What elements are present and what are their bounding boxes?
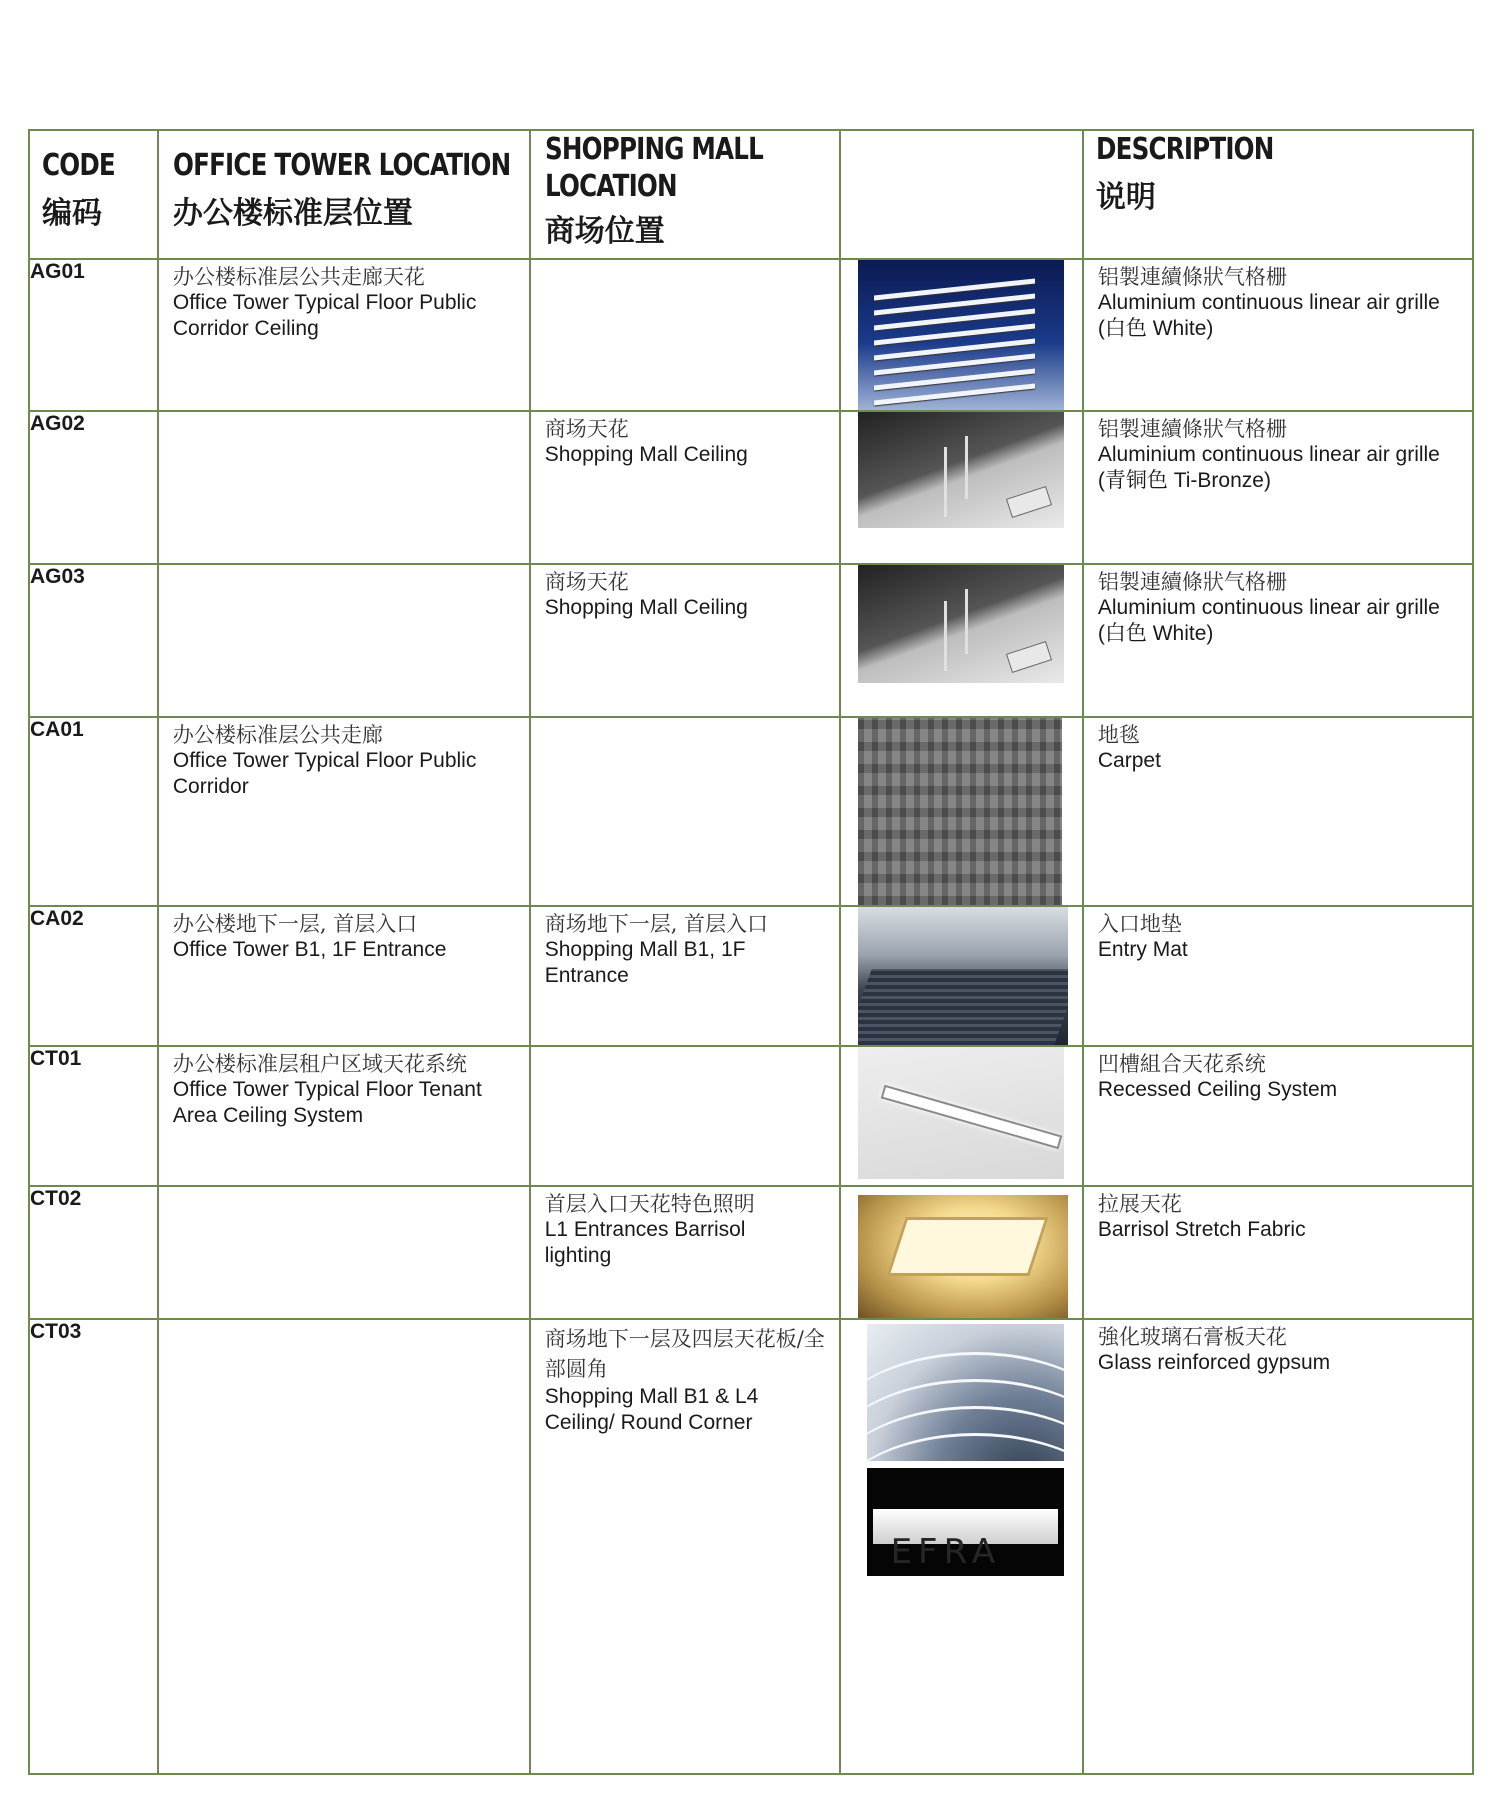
image-cell	[840, 1319, 1083, 1774]
description-cell	[1083, 1319, 1473, 1774]
mall-ceiling-photo	[858, 565, 1064, 683]
header-mall-zh: 商场位置	[544, 214, 665, 249]
description-zh: 凹槽組合天花系统	[1097, 1052, 1266, 1077]
image-cell	[840, 411, 1083, 564]
table-row	[29, 411, 1473, 564]
header-office	[158, 130, 530, 259]
image-cell	[840, 1186, 1083, 1320]
office-location-en: Office Tower Typical Floor Public Corridor	[172, 749, 477, 799]
description-en: Entry Mat	[1097, 938, 1188, 962]
barrisol-lighting-photo	[858, 1195, 1068, 1319]
header-code	[29, 130, 158, 259]
description-zh: 地毯	[1097, 723, 1140, 748]
description-zh: 铝製連續條狀气格栅	[1097, 417, 1287, 442]
mall-location-en: Shopping Mall B1, 1F Entrance	[544, 938, 746, 988]
office-location-cell	[158, 1186, 530, 1320]
office-location-zh: 办公楼标准层公共走廊天花	[172, 264, 425, 289]
mall-location-en: Shopping Mall B1 & L4 Ceiling/ Round Corner	[544, 1385, 759, 1435]
description-zh: 铝製連續條狀气格栅	[1097, 570, 1287, 595]
carpet-photo	[858, 718, 1062, 905]
header-desc-en: DESCRIPTION	[1095, 132, 1274, 167]
table-row	[29, 259, 1473, 412]
description-color: (白色 White)	[1097, 622, 1214, 646]
office-location-cell	[158, 906, 530, 1046]
mall-location-en: Shopping Mall Ceiling	[544, 443, 748, 467]
image-cell	[840, 717, 1083, 906]
table-row	[29, 906, 1473, 1046]
header-image	[840, 130, 1083, 259]
description-en: Aluminium continuous linear air grille	[1097, 290, 1440, 314]
description-zh: 拉展天花	[1097, 1191, 1182, 1216]
office-location-cell	[158, 564, 530, 717]
mall-location-zh: 商场地下一层, 首层入口	[544, 912, 769, 937]
mall-ceiling-photo	[858, 412, 1064, 528]
code-cell: CT02	[29, 1186, 158, 1320]
mall-location-zh: 商场天花	[544, 417, 629, 442]
code-cell: CA02	[29, 906, 158, 1046]
header-office-zh: 办公楼标准层位置	[172, 195, 413, 231]
image-cell	[840, 259, 1083, 412]
description-en: Glass reinforced gypsum	[1097, 1351, 1331, 1375]
office-location-cell	[158, 259, 530, 412]
code-cell: AG01	[29, 259, 158, 412]
header-row	[29, 130, 1473, 259]
header-office-en: OFFICE TOWER LOCATION	[172, 148, 511, 183]
mall-location-cell	[530, 259, 840, 412]
code-cell: AG03	[29, 564, 158, 717]
office-location-cell	[158, 1319, 530, 1774]
office-location-cell	[158, 1046, 530, 1186]
schedule-table	[28, 129, 1474, 1775]
table-row	[29, 1046, 1473, 1186]
description-zh: 铝製連續條狀气格栅	[1097, 264, 1287, 289]
code-cell: CA01	[29, 717, 158, 906]
header-code-zh: 编码	[42, 195, 102, 231]
image-cell	[840, 564, 1083, 717]
office-location-zh: 办公楼标准层租户区域天花系统	[172, 1052, 467, 1077]
header-description	[1083, 130, 1473, 259]
mall-location-en: Shopping Mall Ceiling	[544, 596, 748, 620]
mall-location-cell	[530, 717, 840, 906]
finishes-schedule	[28, 129, 1474, 1775]
description-cell	[1083, 1186, 1473, 1320]
linear-air-grille-photo	[858, 260, 1064, 411]
entry-mat-photo	[858, 907, 1068, 1045]
mall-location-cell	[530, 1186, 840, 1320]
mall-location-cell	[530, 411, 840, 564]
mall-location-cell	[530, 1319, 840, 1774]
code-cell: CT03	[29, 1319, 158, 1774]
description-color: (白色 White)	[1097, 316, 1214, 340]
gypsum-ceiling-photo: EFRA	[867, 1324, 1064, 1576]
description-cell	[1083, 564, 1473, 717]
description-cell	[1083, 411, 1473, 564]
office-location-en: Office Tower B1, 1F Entrance	[172, 938, 447, 962]
table-row	[29, 564, 1473, 717]
image-cell	[840, 1046, 1083, 1186]
mall-location-zh: 商场地下一层及四层天花板/全部圆角	[544, 1327, 825, 1382]
mall-location-cell	[530, 906, 840, 1046]
header-code-en: CODE	[42, 148, 115, 183]
office-location-en: Office Tower Typical Floor Public Corridor Ceiling	[172, 290, 477, 340]
description-en: Recessed Ceiling System	[1097, 1078, 1338, 1102]
table-row	[29, 1186, 1473, 1320]
table-row	[29, 1319, 1473, 1774]
mall-location-en: L1 Entrances Barrisol lighting	[544, 1217, 746, 1267]
office-location-cell	[158, 717, 530, 906]
mall-location-cell	[530, 564, 840, 717]
image-cell	[840, 906, 1083, 1046]
description-color: (青铜色 Ti-Bronze)	[1097, 469, 1271, 493]
description-en: Aluminium continuous linear air grille	[1097, 596, 1440, 620]
office-location-en: Office Tower Typical Floor Tenant Area Ceiling System	[172, 1078, 482, 1128]
header-mall-en-2: LOCATION	[544, 168, 677, 204]
description-en: Carpet	[1097, 749, 1161, 773]
description-en: Barrisol Stretch Fabric	[1097, 1217, 1306, 1241]
mall-location-cell	[530, 1046, 840, 1186]
mall-location-zh: 首层入口天花特色照明	[544, 1191, 755, 1216]
description-zh: 入口地垫	[1097, 912, 1182, 937]
office-location-zh: 办公楼标准层公共走廊	[172, 723, 383, 748]
code-cell: AG02	[29, 411, 158, 564]
description-zh: 強化玻璃石膏板天花	[1097, 1325, 1287, 1350]
office-location-cell	[158, 411, 530, 564]
code-cell: CT01	[29, 1046, 158, 1186]
header-mall-en-1: SHOPPING MALL	[544, 132, 763, 167]
header-mall	[530, 130, 840, 259]
mall-location-zh: 商场天花	[544, 570, 629, 595]
description-cell	[1083, 906, 1473, 1046]
table-row	[29, 717, 1473, 906]
header-desc-zh: 说明	[1095, 179, 1156, 215]
description-cell	[1083, 1046, 1473, 1186]
recessed-ceiling-photo	[858, 1047, 1064, 1179]
description-cell	[1083, 259, 1473, 412]
office-location-zh: 办公楼地下一层, 首层入口	[172, 912, 418, 937]
description-cell	[1083, 717, 1473, 906]
description-en: Aluminium continuous linear air grille	[1097, 443, 1440, 467]
